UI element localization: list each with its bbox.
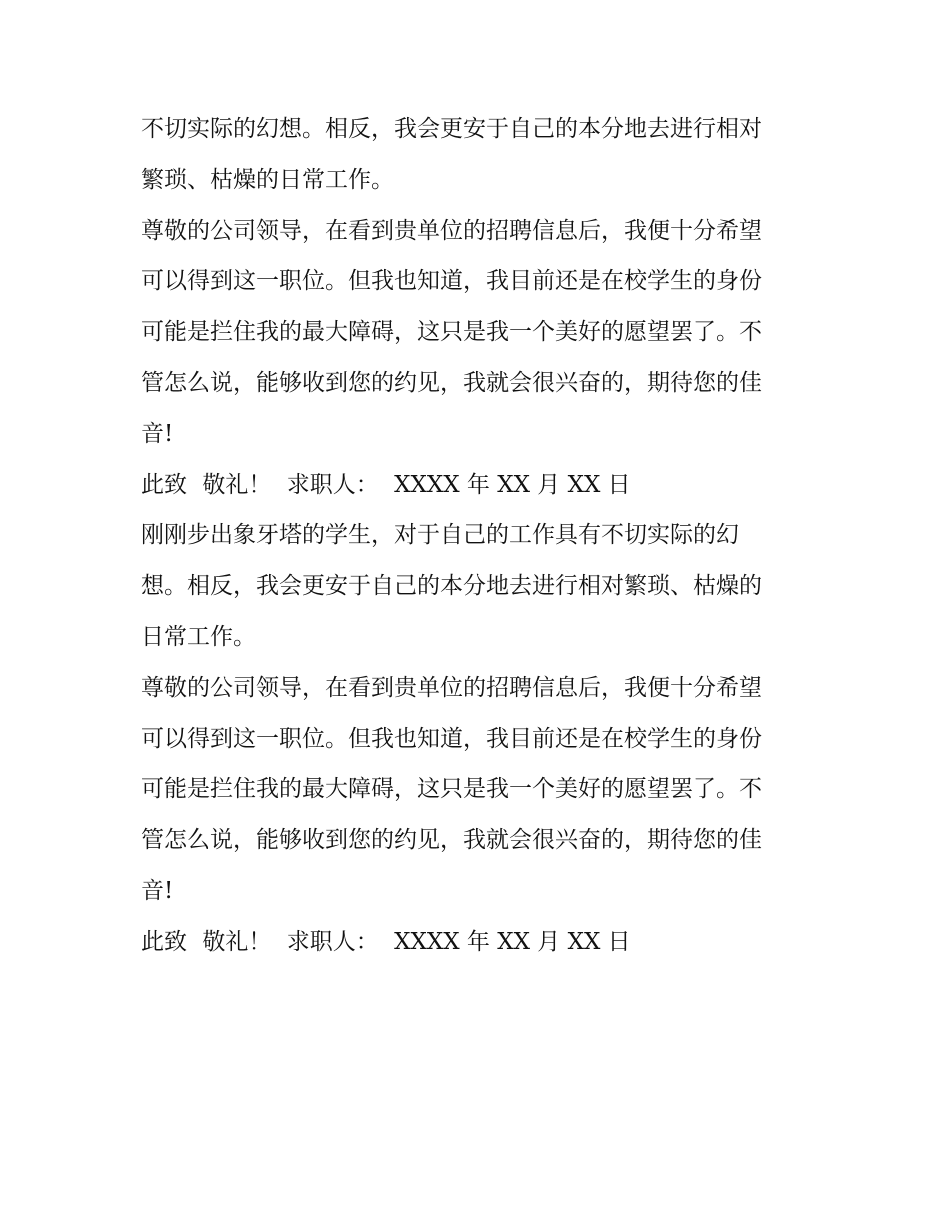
- closing-line: [141, 917, 821, 968]
- text-line: 尊敬的公司领导，在看到贵单位的招聘信息后，我便十分希望: [141, 217, 762, 244]
- text-line: 管怎么说，能够收到您的约见，我就会很兴奋的，期待您的佳: [141, 369, 762, 396]
- paragraph-continuation: [141, 104, 821, 206]
- paragraph-request: [141, 663, 821, 917]
- salutation: 此致: [141, 928, 187, 955]
- paragraph-request: [141, 206, 821, 460]
- regards: 敬礼！: [202, 471, 272, 498]
- text-line: 音!: [141, 877, 174, 904]
- date: XXXX 年 XX 月 XX 日: [394, 471, 631, 498]
- salutation: 此致: [141, 471, 187, 498]
- text-line: 尊敬的公司领导，在看到贵单位的招聘信息后，我便十分希望: [141, 674, 762, 701]
- text-line: 可以得到这一职位。但我也知道，我目前还是在校学生的身份: [141, 725, 762, 752]
- paragraph-intro: [141, 510, 821, 662]
- applicant-label: 求职人：: [286, 928, 379, 955]
- text-line: 想。相反，我会更安于自己的本分地去进行相对繁琐、枯燥的: [141, 573, 762, 600]
- date: XXXX 年 XX 月 XX 日: [394, 928, 631, 955]
- text-line: 可能是拦住我的最大障碍，这只是我一个美好的愿望罢了。不: [141, 319, 762, 346]
- text-line: 繁琐、枯燥的日常工作。: [141, 166, 394, 193]
- closing-line: [141, 460, 821, 511]
- text-line: 可以得到这一职位。但我也知道，我目前还是在校学生的身份: [141, 268, 762, 295]
- text-line: 音!: [141, 420, 174, 447]
- text-line: 刚刚步出象牙塔的学生，对于自己的工作具有不切实际的幻: [141, 522, 739, 549]
- letter-body: [141, 104, 821, 968]
- applicant-label: 求职人：: [286, 471, 379, 498]
- text-line: 日常工作。: [141, 623, 256, 650]
- text-line: 不切实际的幻想。相反，我会更安于自己的本分地去进行相对: [141, 116, 762, 142]
- text-line: 管怎么说，能够收到您的约见，我就会很兴奋的，期待您的佳: [141, 827, 762, 854]
- regards: 敬礼！: [202, 928, 272, 955]
- text-line: 可能是拦住我的最大障碍，这只是我一个美好的愿望罢了。不: [141, 776, 762, 803]
